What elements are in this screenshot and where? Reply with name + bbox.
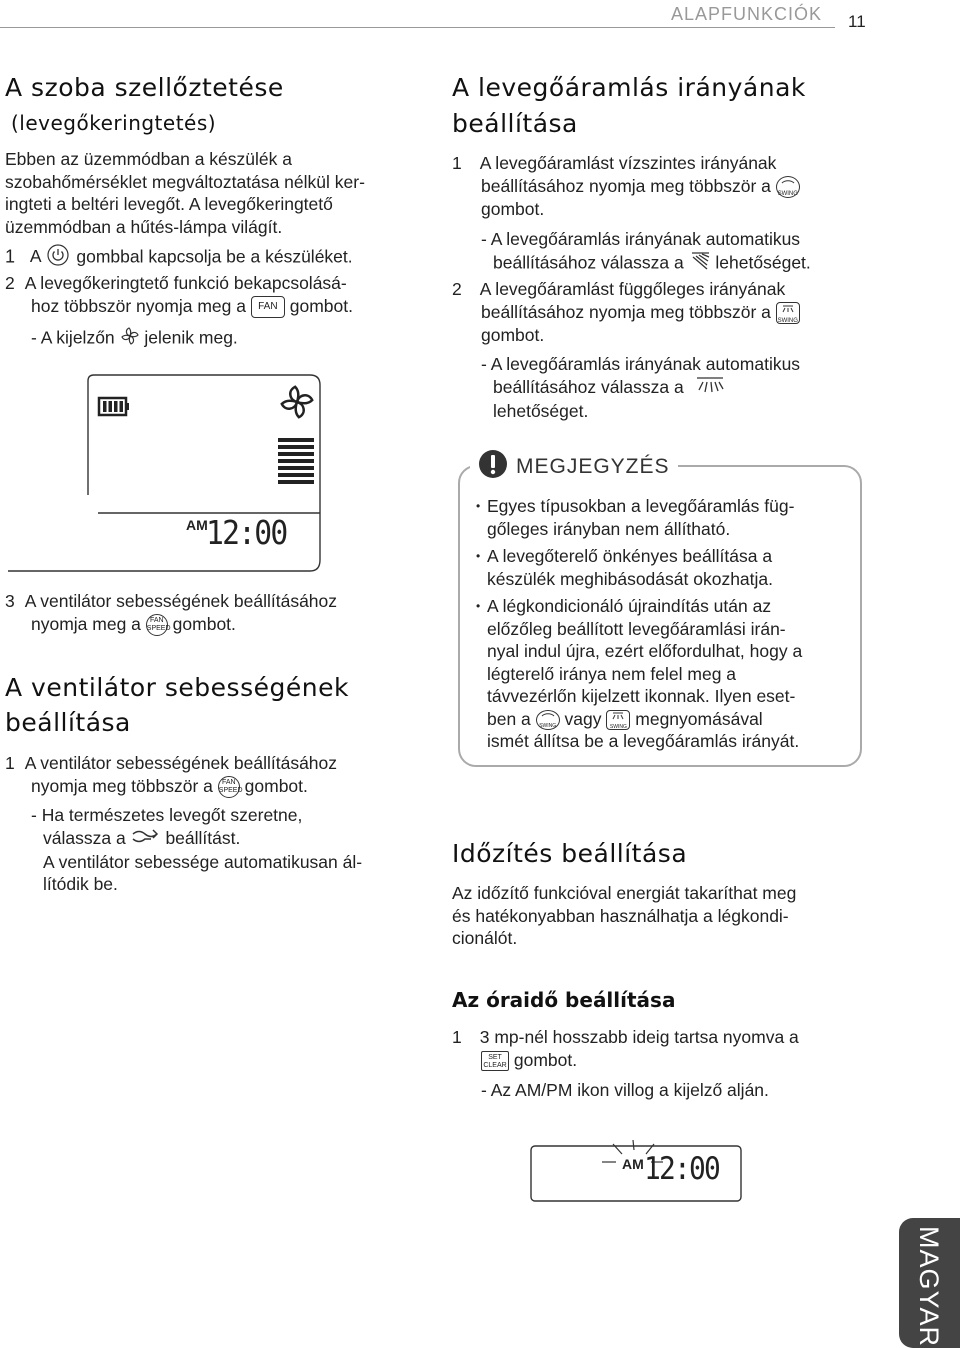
note-item: • Egyes típusokban a levegőáramlás füg- gőleges irányban nem állítható. [476, 495, 856, 540]
timer-intro: Az időzítő funkcióval energiát takaríthat meg és hatékonyabban használhatja a légkondi- cionálót. [452, 883, 797, 948]
airflow-step-1: 1 A levegőáramlást vízszintes irányának beállításához nyomja meg többször a SWING gombot. [452, 153, 798, 219]
fan-speed-title-1: A ventilátor sebességének [5, 673, 349, 702]
note-item: • A levegőterelő önkényes beállítása a készülék meghibásodását okozhatja. [476, 545, 856, 590]
lcd-small-ampm: AM [622, 1156, 644, 1172]
set-clear-key-icon: SET CLEAR [481, 1051, 509, 1071]
airflow-step-1-sub: - A levegőáramlás irányának automatikus beállításához válassza a lehetőséget. [481, 228, 881, 276]
note-list [476, 495, 856, 758]
power-icon [47, 244, 69, 272]
swing-vertical-key-icon: SWING [776, 302, 800, 324]
horizontal-auto-swing-icon [689, 251, 711, 277]
fan-key-icon: FAN [251, 296, 285, 318]
airflow-step-2-sub: - A levegőáramlás irányának automatikus beállításához válassza a lehetőséget. [481, 354, 801, 421]
swing-vertical-key-icon: SWING [606, 710, 630, 730]
fan-speed-title-2: beállítása [5, 708, 131, 737]
ventilation-step-3: 3 A ventilátor sebességének beállításához nyomja meg a FAN SPEED gombot. [5, 590, 435, 636]
lcd-ampm: AM [186, 517, 208, 533]
fan-mode-icon [278, 383, 316, 426]
fan-speed-bars [278, 438, 314, 489]
language-tab: MAGYAR [899, 1218, 960, 1348]
ventilation-intro: Ebben az üzemmódban a készülék a szobahőmérséklet megváltoztatása nélkül ker- ingteti a beltéri levegőt. A levegőkeringtető üzemmódban a hűtés-lámpa világít. [5, 149, 365, 237]
clock-step-1: 1 3 mp-nél hosszabb ideig tartsa nyomva a SET CLEAR gombot. [452, 1027, 799, 1070]
fan-speed-step-1: 1 A ventilátor sebességének beállításához nyomja meg többször a FAN SPEED gombot. [5, 752, 435, 798]
header-rule [0, 27, 835, 28]
ventilation-subtitle: (levegőkeringtetés) [11, 111, 217, 135]
fan-icon [120, 326, 140, 352]
timer-title: Időzítés beállítása [452, 839, 688, 868]
warning-icon [478, 449, 508, 484]
section-title: ALAPFUNKCIÓK [671, 4, 823, 24]
fan-speed-sub: - Ha természetes levegőt szeretne, válassza a beállítást. A ventilátor sebessége automatikusan ál- lítódik be. [31, 805, 363, 895]
lcd-small-time: 12:00 [644, 1151, 719, 1187]
fan-speed-key-icon: FAN SPEED [146, 614, 168, 636]
page-number: 11 [848, 12, 866, 31]
vertical-auto-swing-icon [695, 376, 725, 400]
ventilation-title: A szoba szellőztetése [5, 73, 284, 102]
airflow-title-1: A levegőáramlás irányának [452, 73, 806, 102]
ventilation-step-2: 2 A levegőkeringtető funkció bekapcsolásá- hoz többször nyomja meg a FAN gombot. [5, 272, 425, 318]
ventilation-step-2-sub: - A kijelzőn jelenik meg. [31, 326, 238, 352]
lcd-display [88, 375, 324, 573]
lcd-display-small [530, 1140, 742, 1202]
note-heading: MEGJEGYZÉS [470, 449, 678, 484]
swing-horizontal-key-icon: SWING [536, 710, 560, 730]
swing-horizontal-key-icon: SWING [776, 176, 800, 198]
airflow-title-2: beállítása [452, 109, 578, 138]
fan-speed-key-icon: FAN SPEED [218, 776, 240, 798]
note-item: • A légkondicionáló újraindítás után az előzőleg beállított levegőáramlási irán- nyal indul újra, ezért előfordulhat, hogy a légterelő iránya nem felel meg a távvezérlőn kijelzett ikonnak. Ilyen eset- ben a SWING vagy SWING megnyomásával ismét állítsa be a levegőáramlás irányát. [476, 595, 856, 753]
clock-step-1-sub: - Az AM/PM ikon villog a kijelző alján. [481, 1080, 769, 1100]
lcd-time: 12:00 [206, 513, 287, 552]
natural-wind-icon [131, 827, 161, 851]
clock-title: Az óraidő beállítása [452, 988, 676, 1012]
ventilation-step-1: 1 A gombbal kapcsolja be a készüléket. [5, 244, 425, 272]
airflow-step-2: 2 A levegőáramlást függőleges irányának beállításához nyomja meg többször a SWING gombot. [452, 279, 798, 345]
battery-icon [98, 397, 130, 422]
